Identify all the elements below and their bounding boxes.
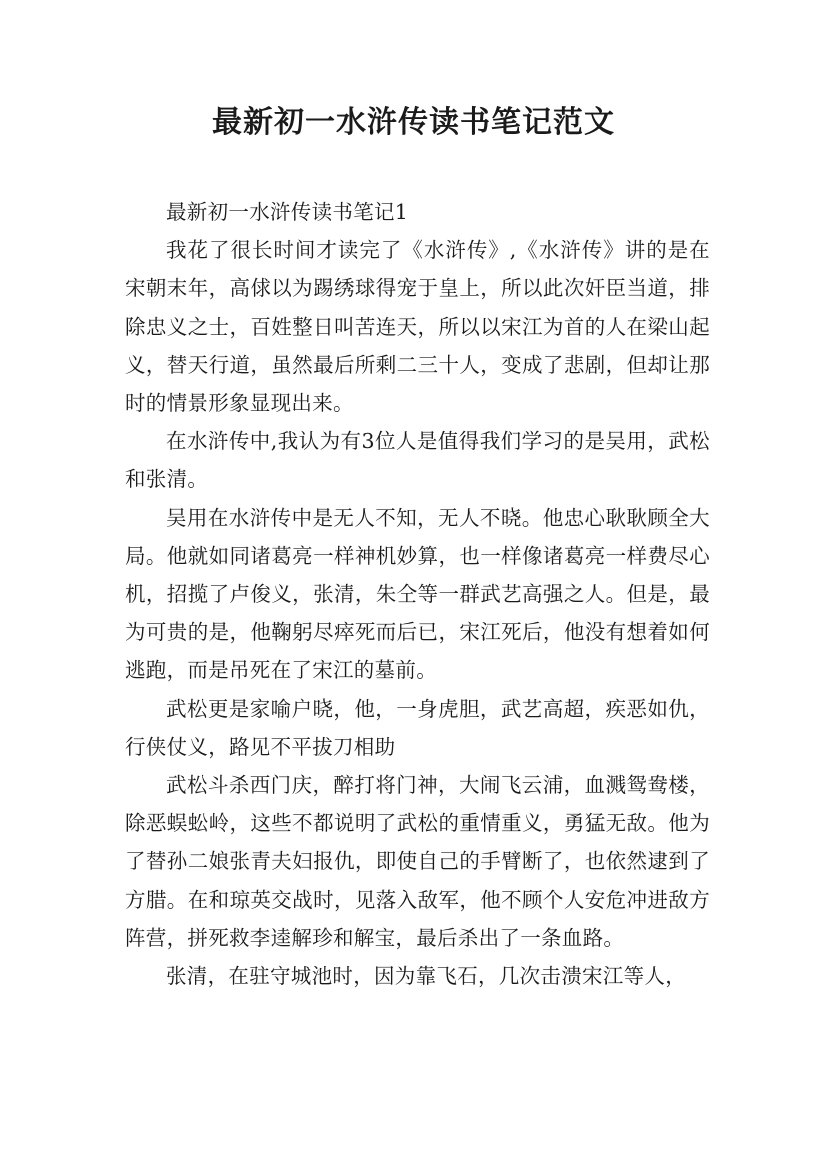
paragraph: 我花了很长时间才读完了《水浒传》,《水浒传》讲的是在宋朝末年，高俅以为踢绣球得宠于皇上，所以此次奸臣当道，排除忠义之士，百姓整日叫苦连天，所以以宋江为首的人在梁山起义，替天行道，虽然最后所剩二三十人，变成了悲剧，但却让那时的情景形象显现出来。 <box>125 238 710 416</box>
paragraph: 吴用在水浒传中是无人不知，无人不晓。他忠心耿耿顾全大局。他就如同诸葛亮一样神机妙算，也一样像诸葛亮一样费尽心机，招揽了卢俊义，张清，朱仝等一群武艺高强之人。但是，最为可贵的是，他鞠躬尽瘁死而后已，宋江死后，他没有想着如何逃跑，而是吊死在了宋江的墓前。 <box>125 505 710 683</box>
document-title: 最新初一水浒传读书笔记范文 <box>212 105 615 140</box>
document-body <box>125 193 710 995</box>
section-heading: 最新初一水浒传读书笔记1 <box>166 200 409 224</box>
paragraph: 武松斗杀西门庆，醉打将门神，大闹飞云浦，血溅鸳鸯楼，除恶蜈蚣岭，这些不都说明了武松的重情重义，勇猛无敌。他为了替孙二娘张青夫妇报仇，即使自己的手臂断了，也依然逮到了方腊。在和琼英交战时，见落入敌军，他不顾个人安危冲进敌方阵营，拼死救李逵解珍和解宝，最后杀出了一条血路。 <box>125 773 710 950</box>
paragraph: 武松更是家喻户晓，他，一身虎胆，武艺高超，疾恶如仇，行侠仗义，路见不平拔刀相助 <box>125 696 710 759</box>
paragraph: 张清，在驻守城池时，因为靠飞石，几次击溃宋江等人， <box>166 964 686 989</box>
paragraph: 在水浒传中,我认为有3位人是值得我们学习的是吴用，武松和张清。 <box>125 429 710 492</box>
